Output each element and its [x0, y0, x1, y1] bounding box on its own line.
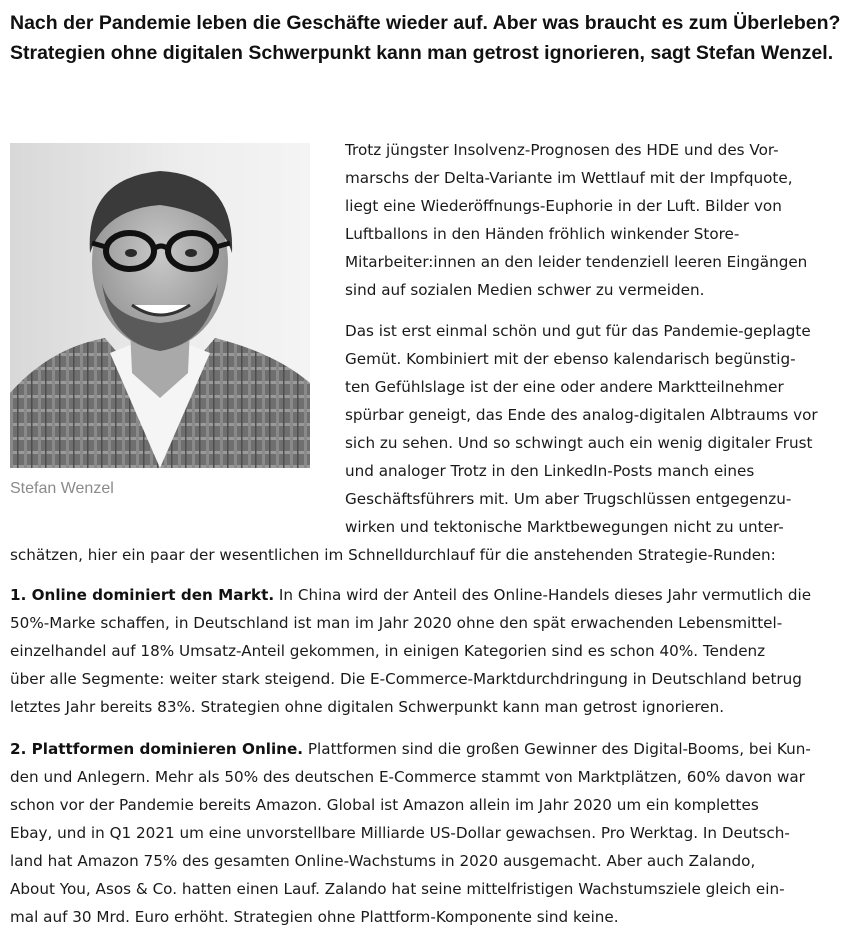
paragraph-1 [345, 136, 807, 304]
paragraph-line: schon vor der Pandemie bereits Amazon. Global ist Amazon allein im Jahr 2020 um ein komplettes [10, 796, 759, 814]
point-2-first-line: Plattformen sind die großen Gewinner des Digital-Booms, bei Kun- [303, 740, 811, 758]
paragraph-2 [345, 317, 818, 541]
paragraph-line: land hat Amazon 75% des gesamten Online-Wachstums in 2020 ausgemacht. Aber auch Zalando, [10, 852, 756, 870]
paragraph-line: spürbar geneigt, das Ende des analog-digitalen Albtraums vor [345, 406, 818, 424]
photo-caption: Stefan Wenzel [10, 480, 114, 497]
paragraph-line: marschs der Delta-Variante im Wettlauf mit der Impfquote, [345, 169, 793, 187]
paragraph-2-continued [10, 541, 776, 569]
author-portrait-photo [10, 143, 310, 468]
paragraph-line: über alle Segmente: weiter stark steigend. Die E-Commerce-Marktdurchdringung in Deutschland betrug [10, 670, 802, 688]
paragraph-line: 50%-Marke schaffen, in Deutschland ist man im Jahr 2020 ohne den spät erwachenden Lebensmittel- [10, 614, 783, 632]
author-figure [10, 143, 310, 500]
paragraph-line: Mitarbeiter:innen an den leider tendenziell leeren Eingängen [345, 253, 808, 271]
point-1-first-line: In China wird der Anteil des Online-Handels dieses Jahr vermutlich die [274, 586, 812, 604]
paragraph-line [10, 735, 811, 763]
point-1 [10, 581, 811, 721]
paragraph-line: mal auf 30 Mrd. Euro erhöht. Strategien ohne Plattform-Komponente sind keine. [10, 908, 619, 926]
paragraph-line: About You, Asos & Co. hatten einen Lauf. Zalando hat seine mittelfristigen Wachstumsziele gleich ein- [10, 880, 785, 898]
paragraph-line: Ebay, und in Q1 2021 um eine unvorstellbare Milliarde US-Dollar gewachsen. Pro Werktag. In Deutsch- [10, 824, 790, 842]
paragraph-line: Gemüt. Kombiniert mit der ebenso kalendarisch begünstig- [345, 350, 796, 368]
point-2 [10, 735, 811, 931]
paragraph-line: letztes Jahr bereits 83%. Strategien ohne digitalen Schwerpunkt kann man getrost ignorieren. [10, 698, 725, 716]
paragraph-line: einzelhandel auf 18% Umsatz-Anteil gekommen, in einigen Kategorien sind es schon 40%. Tendenz [10, 642, 766, 660]
paragraph-line: Luftballons in den Händen fröhlich winkender Store- [345, 225, 740, 243]
paragraph-line: Trotz jüngster Insolvenz-Prognosen des HDE und des Vor- [345, 141, 779, 159]
paragraph-line [10, 581, 811, 609]
paragraph-line: und analoger Trotz in den LinkedIn-Posts manch eines [345, 462, 755, 480]
article-lead: Nach der Pandemie leben die Geschäfte wieder auf. Aber was braucht es zum Überleben? Strategien ohne digitalen Schwerpunkt kann man getrost ignorieren, sagt Stefan Wenzel. [10, 12, 841, 64]
paragraph-line: wirken und tektonische Marktbewegungen nicht zu unter- [345, 518, 784, 536]
paragraph-line: sich zu sehen. Und so schwingt auch ein wenig digitaler Frust [345, 434, 813, 452]
paragraph-line: ten Gefühlslage ist der eine oder andere Marktteilnehmer [345, 378, 784, 396]
point-1-heading: 1. Online dominiert den Markt. [10, 586, 275, 604]
paragraph-line: Das ist erst einmal schön und gut für das Pandemie-geplagte [345, 322, 811, 340]
paragraph-line: liegt eine Wiederöffnungs-Euphorie in der Luft. Bilder von [345, 197, 782, 215]
paragraph-line: sind auf sozialen Medien schwer zu vermeiden. [345, 281, 705, 299]
paragraph-line: schätzen, hier ein paar der wesentlichen im Schnelldurchlauf für die anstehenden Strategie-Runden: [10, 546, 776, 564]
paragraph-line: den und Anlegern. Mehr als 50% des deutschen E-Commerce stammt von Marktplätzen, 60% davon war [10, 768, 805, 786]
point-2-heading: 2. Plattformen dominieren Online. [10, 740, 304, 758]
paragraph-line: Geschäftsführers mit. Um aber Trugschlüssen entgegenzu- [345, 490, 792, 508]
